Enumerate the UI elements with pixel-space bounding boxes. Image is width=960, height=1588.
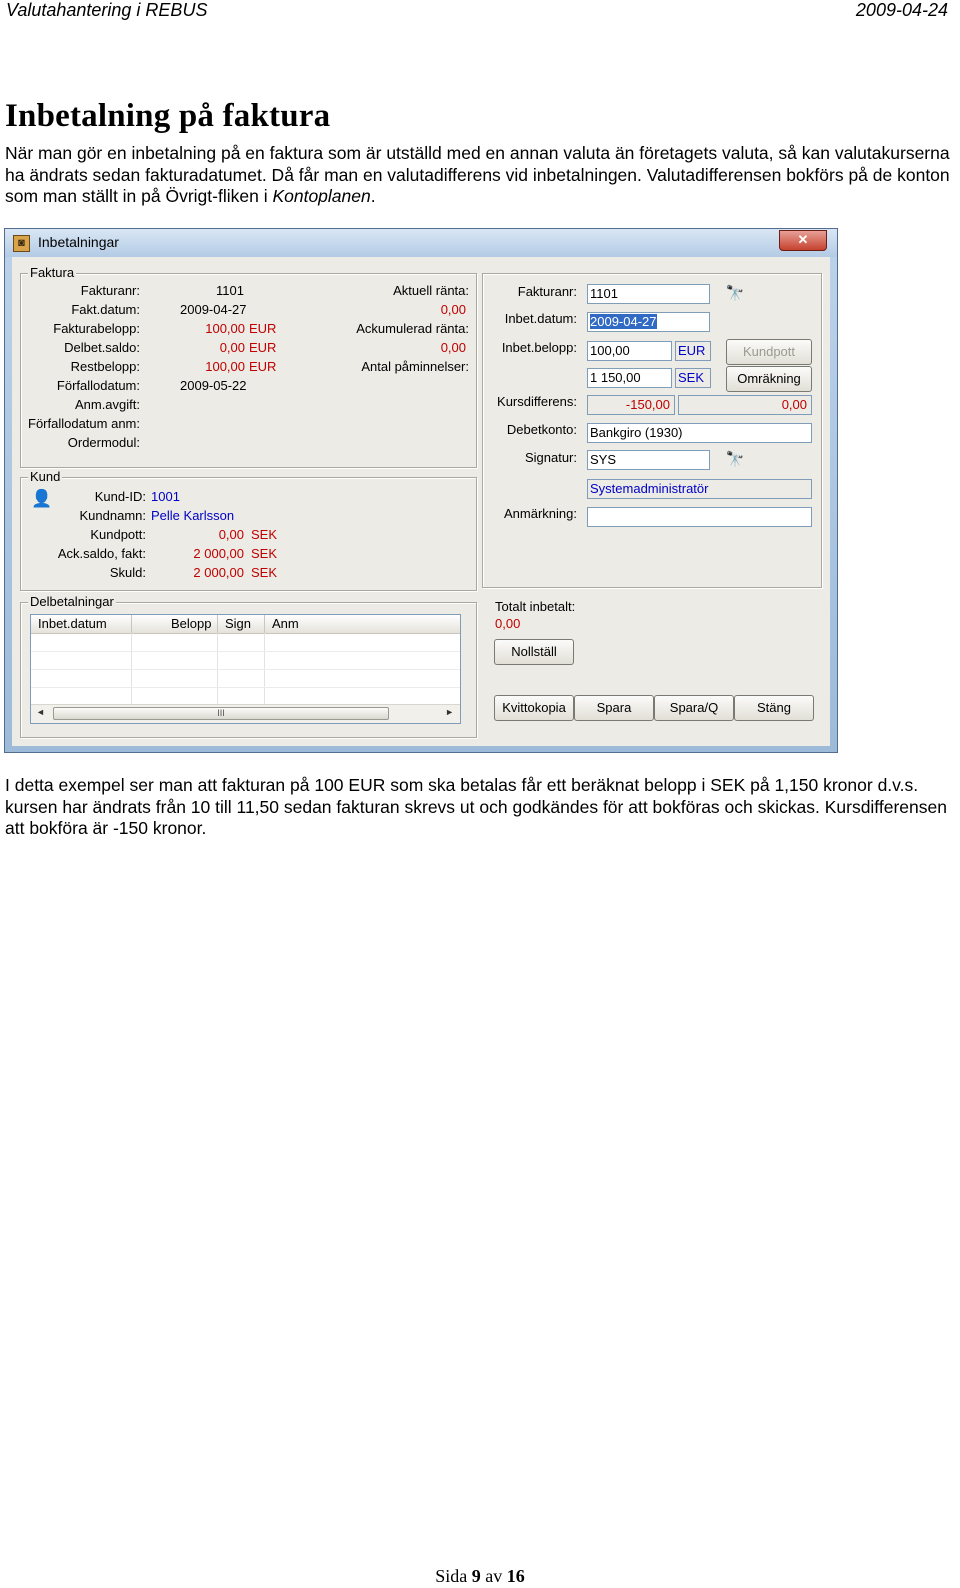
- label-ack-saldo: Ack.saldo, fakt:: [57, 546, 146, 561]
- header-date: 2009-04-24: [855, 0, 948, 20]
- totalt-inbetalt-value: 0,00: [495, 616, 521, 631]
- label-forfallodatum: Förfallodatum:: [56, 378, 140, 393]
- debetkonto-select[interactable]: Bankgiro (1930): [587, 423, 812, 443]
- stang-button[interactable]: Stäng: [734, 695, 814, 721]
- label-form-signatur: Signatur:: [524, 450, 577, 465]
- label-kund-id: Kund-ID:: [94, 489, 146, 504]
- intro-end: .: [370, 186, 376, 206]
- page-footer: Sida 9 av 16: [435, 1566, 525, 1586]
- body-paragraph: I detta exempel ser man att fakturan på 100 EUR som ska betalas får ett beräknat belopp i SEK på 1,150 kronor d.v.s. kursen har ändrats från 10 till 11,50 sedan fakturan skrevs ut och godkändes för att bokföras och skickas. Kursdifferensen att bokföra är -150 kronor.: [5, 775, 947, 838]
- label-form-anmarkning: Anmärkning:: [504, 506, 577, 521]
- totalt-inbetalt-label: Totalt inbetalt:: [495, 599, 576, 614]
- scroll-left-icon[interactable]: ◄: [36, 707, 45, 717]
- inbet-currency-field[interactable]: EUR: [675, 341, 711, 361]
- customer-icon: 👤: [31, 489, 53, 508]
- binoculars-icon[interactable]: 🔭: [725, 451, 745, 468]
- horizontal-scrollbar[interactable]: [31, 704, 460, 723]
- label-form-kursdifferens: Kursdifferens:: [497, 394, 577, 409]
- page-number: 9: [471, 1566, 481, 1586]
- value-kund-id: 1001: [151, 489, 180, 504]
- sek-belopp-input[interactable]: 1 150,00: [587, 368, 672, 388]
- value-skuld: 2 000,00: [193, 565, 244, 580]
- value-fakturanr: 1101: [216, 283, 244, 298]
- value-ack-saldo: 2 000,00: [193, 546, 244, 561]
- sek-currency-field[interactable]: SEK: [675, 368, 711, 388]
- value-forfallodatum: 2009-05-22: [180, 378, 247, 393]
- column-anm[interactable]: Anm: [272, 616, 299, 631]
- label-form-fakturanr: Fakturanr:: [517, 284, 577, 299]
- label-aktuell-ranta: Aktuell ränta:: [393, 283, 469, 298]
- omrakning-button[interactable]: Omräkning: [726, 366, 812, 392]
- delbetalningar-group-title: Delbetalningar: [30, 594, 114, 609]
- label-fakt-datum: Fakt.datum:: [71, 302, 140, 317]
- intro-paragraph: [5, 143, 955, 208]
- label-kundnamn: Kundnamn:: [79, 508, 146, 523]
- label-skuld: Skuld:: [109, 565, 146, 580]
- kvittokopia-button[interactable]: Kvittokopia: [494, 695, 574, 721]
- label-ordermodul: Ordermodul:: [67, 435, 140, 450]
- page-total: 16: [506, 1566, 525, 1586]
- delbetalningar-table[interactable]: [30, 614, 461, 724]
- scroll-right-icon[interactable]: ►: [445, 707, 454, 717]
- currency-fakturabelopp: EUR: [249, 321, 277, 336]
- value-restbelopp: 100,00: [205, 359, 245, 374]
- spara-button[interactable]: Spara: [574, 695, 654, 721]
- scroll-thumb[interactable]: III: [53, 707, 389, 720]
- intro-text: När man gör en inbetalning på en faktura som är utställd med en annan valuta än företagets valuta, så kan valutakurserna ha ändrats sedan fakturadatumet. Då får man en valutadifferens vid inbetalningen. Valutadifferensen bokförs på de konton som man ställt in på Övrigt-fliken i: [5, 143, 950, 206]
- kundpott-button[interactable]: Kundpott: [726, 339, 812, 365]
- currency-kundpott: SEK: [251, 527, 278, 542]
- inbetalningar-dialog: [4, 228, 838, 753]
- value-aktuell-ranta: 0,00: [440, 302, 466, 317]
- label-fakturanr: Fakturanr:: [80, 283, 140, 298]
- value-kundpott: 0,00: [218, 527, 244, 542]
- label-anm-avgift: Anm.avgift:: [74, 397, 140, 412]
- dialog-client-area: [12, 257, 830, 746]
- kursdiff-field-1: -150,00: [587, 395, 675, 415]
- dialog-titlebar: [5, 229, 837, 257]
- currency-skuld: SEK: [251, 565, 278, 580]
- header-title: Valutahantering i REBUS: [6, 0, 208, 20]
- label-form-debetkonto: Debetkonto:: [506, 422, 577, 437]
- table-header: [31, 615, 460, 634]
- label-kundpott: Kundpott:: [90, 527, 146, 542]
- fakturanr-input[interactable]: 1101: [587, 284, 710, 304]
- binoculars-icon[interactable]: 🔭: [725, 285, 745, 302]
- value-kundnamn: Pelle Karlsson: [151, 508, 235, 523]
- value-fakturabelopp: 100,00: [205, 321, 245, 336]
- inbet-datum-value: 2009-04-27: [590, 314, 657, 329]
- app-icon: ◙: [13, 235, 30, 252]
- kursdiff-field-2: 0,00: [678, 395, 812, 415]
- value-fakt-datum: 2009-04-27: [180, 302, 247, 317]
- inbet-datum-input[interactable]: [587, 312, 710, 332]
- intro-italic: Kontoplanen: [272, 186, 371, 206]
- nollstall-button[interactable]: Nollställ: [494, 639, 574, 665]
- label-forfallodatum-anm: Förfallodatum anm:: [28, 416, 140, 431]
- signatur-input[interactable]: SYS: [587, 450, 710, 470]
- column-inbet-datum[interactable]: Inbet.datum: [38, 616, 107, 631]
- anmarkning-input[interactable]: [587, 507, 812, 527]
- close-button[interactable]: ✕: [779, 230, 827, 251]
- spara-q-button[interactable]: Spara/Q: [654, 695, 734, 721]
- currency-ack-saldo: SEK: [251, 546, 278, 561]
- dialog-title: Inbetalningar: [38, 234, 119, 250]
- value-delbet-saldo: 0,00: [219, 340, 245, 355]
- label-ackumulerad-ranta: Ackumulerad ränta:: [356, 321, 469, 336]
- label-restbelopp: Restbelopp:: [70, 359, 140, 374]
- section-heading: Inbetalning på faktura: [5, 98, 331, 134]
- kund-group-title: Kund: [30, 469, 61, 484]
- signatur-namn-field: Systemadministratör: [587, 479, 812, 499]
- label-antal-paminnelser: Antal påminnelser:: [361, 359, 469, 374]
- currency-delbet-saldo: EUR: [249, 340, 277, 355]
- kund-group: [20, 469, 477, 591]
- label-delbet-saldo: Delbet.saldo:: [64, 340, 140, 355]
- label-fakturabelopp: Fakturabelopp:: [53, 321, 140, 336]
- faktura-group: [20, 265, 477, 468]
- faktura-group-title: Faktura: [30, 265, 75, 280]
- inbet-belopp-input[interactable]: 100,00: [587, 341, 672, 361]
- currency-restbelopp: EUR: [249, 359, 277, 374]
- label-form-inbet-datum: Inbet.datum:: [504, 311, 577, 326]
- label-form-inbet-belopp: Inbet.belopp:: [501, 340, 577, 355]
- value-ackumulerad-ranta: 0,00: [440, 340, 466, 355]
- column-sign[interactable]: Sign: [225, 616, 252, 631]
- column-belopp[interactable]: Belopp: [171, 616, 212, 631]
